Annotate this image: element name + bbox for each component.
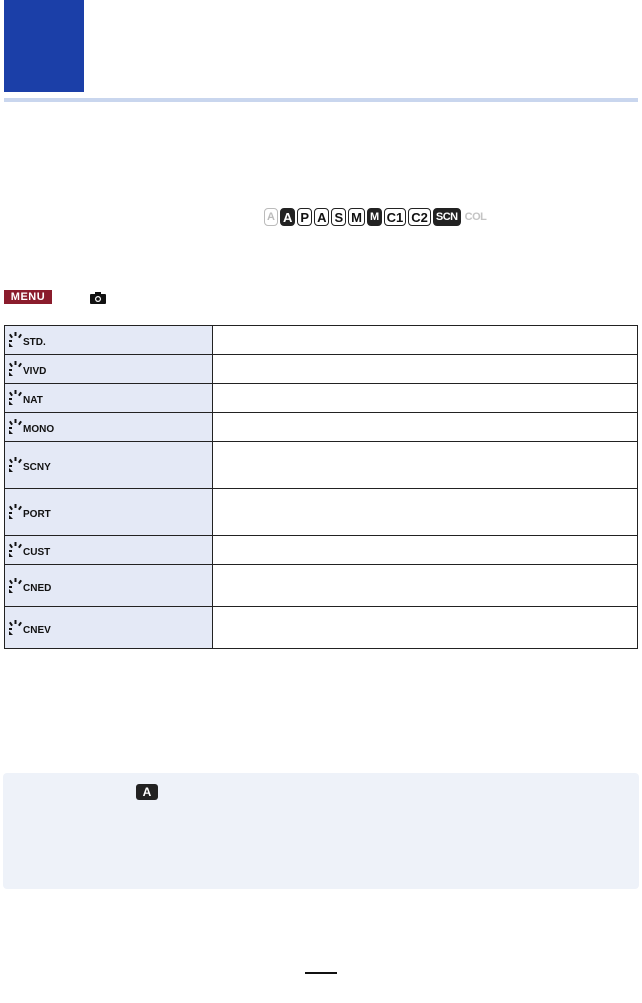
photo-style-icon [9, 455, 23, 475]
table-row [5, 565, 638, 607]
manual-exposure-icon: M [348, 208, 365, 226]
photo-style-icon [9, 618, 23, 638]
style-key-cell [5, 489, 213, 536]
photo-style-icon [9, 330, 23, 350]
photo-style-icon [9, 576, 23, 596]
header-rule [4, 98, 638, 102]
creative-control-icon: COL [463, 208, 489, 226]
photo-style-icon [9, 388, 23, 408]
style-description-cell [213, 413, 638, 442]
intelligent-auto-icon: A [264, 208, 278, 226]
page-number-rule [305, 972, 337, 974]
style-key-cell [5, 326, 213, 355]
table-row [5, 413, 638, 442]
style-description-cell [213, 326, 638, 355]
intelligent-auto-plus-icon: A [280, 208, 295, 226]
table-row [5, 442, 638, 489]
style-key-cell [5, 442, 213, 489]
style-key-cell [5, 384, 213, 413]
style-key-cell [5, 565, 213, 607]
table-row [5, 607, 638, 649]
style-description-cell [213, 607, 638, 649]
photo-style-code: MONO [23, 424, 55, 435]
photo-style-icon [9, 359, 23, 379]
style-description-cell [213, 355, 638, 384]
scene-guide-icon: SCN [433, 208, 461, 226]
style-key-cell [5, 536, 213, 565]
photo-style-code: CNEV [23, 624, 51, 636]
style-key-cell [5, 355, 213, 384]
photo-style-icon [9, 417, 23, 437]
style-description-cell [213, 565, 638, 607]
photo-style-code: NAT [23, 395, 43, 406]
program-ae-icon: P [297, 208, 312, 226]
intelligent-auto-plus-icon: A [136, 784, 158, 800]
table-row [5, 489, 638, 536]
photo-style-code: SCNY [23, 462, 51, 473]
style-key-cell [5, 607, 213, 649]
photo-style-code: CNED [23, 582, 52, 594]
table-row [5, 355, 638, 384]
style-description-cell [213, 384, 638, 413]
photo-style-icon [9, 502, 23, 522]
table-row [5, 536, 638, 565]
style-description-cell [213, 442, 638, 489]
shutter-priority-icon: S [331, 208, 346, 226]
table-row [5, 326, 638, 355]
note-box [3, 773, 639, 889]
photo-style-icon [9, 540, 23, 560]
photo-style-code: STD. [23, 337, 46, 348]
aperture-priority-icon: A [314, 208, 329, 226]
camera-icon [90, 292, 106, 304]
photo-style-code: CUST [23, 547, 51, 558]
table-row [5, 384, 638, 413]
chapter-tab [4, 0, 84, 92]
style-description-cell [213, 489, 638, 536]
custom-2-icon: C2 [408, 208, 431, 226]
menu-badge: MENU [4, 290, 52, 304]
style-key-cell [5, 413, 213, 442]
photo-style-code: PORT [23, 509, 51, 520]
creative-video-icon: M [367, 208, 382, 226]
mode-icons-row [264, 208, 488, 226]
style-description-cell [213, 536, 638, 565]
custom-1-icon: C1 [384, 208, 407, 226]
photo-style-code: VIVD [23, 366, 47, 377]
photo-style-table [4, 325, 638, 649]
